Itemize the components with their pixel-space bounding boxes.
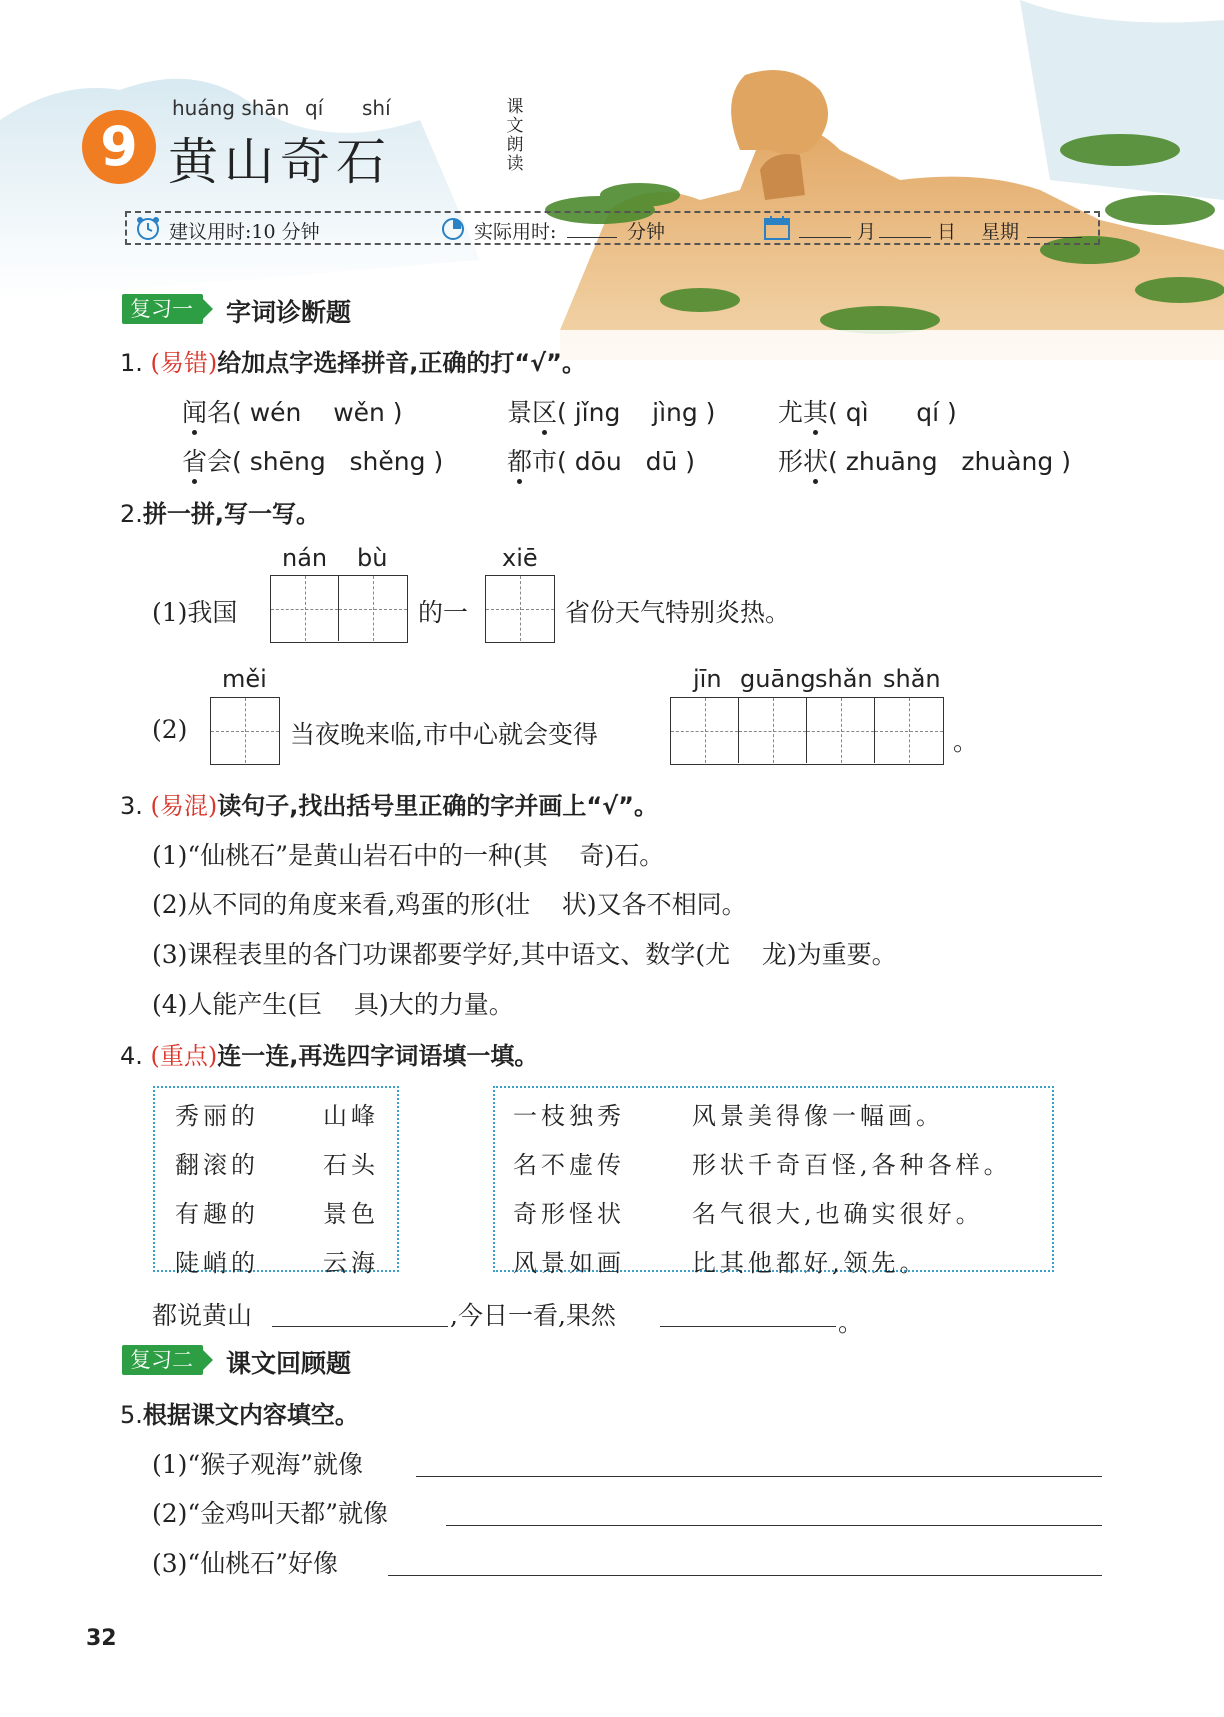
q4-left-word-3[interactable]: 有趣的 bbox=[175, 1200, 259, 1228]
q4-fill-blank-1[interactable] bbox=[272, 1326, 448, 1327]
timer-icon bbox=[440, 215, 466, 246]
title-pinyin-2: qí bbox=[305, 96, 324, 120]
section1-tag: 复习一 bbox=[122, 294, 203, 324]
q5-answer-line-1[interactable] bbox=[416, 1476, 1102, 1477]
q2-s1-pinyin-2: bù bbox=[357, 544, 388, 572]
q2-header: 2.拼一拼,写一写。 bbox=[120, 500, 321, 528]
q4-meaning-2[interactable]: 形状千奇百怪,各种各样。 bbox=[692, 1151, 1012, 1179]
q1-item-5: 都市( dōu dū ) bbox=[507, 447, 695, 476]
q4-right-word-1[interactable]: 山峰 bbox=[323, 1102, 379, 1130]
q1-header: 1. (易错)给加点字选择拼音,正确的打“√”。 bbox=[120, 349, 586, 377]
q4-left-word-1[interactable]: 秀丽的 bbox=[175, 1102, 259, 1130]
q2-s1-after: 省份天气特别炎热。 bbox=[565, 598, 791, 627]
q2-s2-pinyin-4: shǎn bbox=[815, 665, 873, 693]
q4-right-word-2[interactable]: 石头 bbox=[323, 1151, 379, 1179]
q4-header: 4. (重点)连一连,再选四字词语填一填。 bbox=[120, 1042, 539, 1070]
q1-item-2: 景区( jǐng jìng ) bbox=[507, 398, 716, 427]
q2-s1-middle: 的一 bbox=[418, 598, 469, 627]
q2-s2-pinyin-5: shǎn bbox=[883, 665, 941, 693]
title-pinyin-1: huáng shān bbox=[172, 96, 290, 120]
q5-line-1: (1)“猴子观海”就像 bbox=[152, 1450, 363, 1479]
q4-matching-box-right bbox=[493, 1086, 1054, 1277]
day-field[interactable] bbox=[879, 217, 931, 239]
q2-s2-pinyin-2: jīn bbox=[693, 665, 722, 693]
q4-matching-box-left bbox=[153, 1086, 399, 1277]
q2-s2-pinyin-3: guāng bbox=[740, 665, 816, 693]
title-pinyin-3: shí bbox=[362, 96, 391, 120]
q3-line-1: (1)“仙桃石”是黄山岩石中的一种(其 奇)石。 bbox=[152, 841, 665, 870]
text-reading-link[interactable]: 课文朗读 bbox=[506, 97, 524, 174]
q3-tag: (易混) bbox=[150, 792, 218, 820]
q4-right-word-3[interactable]: 景色 bbox=[323, 1200, 379, 1228]
calendar-icon bbox=[763, 215, 791, 246]
q5-answer-line-3[interactable] bbox=[388, 1575, 1102, 1576]
q4-idiom-4[interactable]: 风景如画 bbox=[513, 1249, 625, 1277]
q4-left-word-4[interactable]: 陡峭的 bbox=[175, 1249, 259, 1277]
q3-line-4: (4)人能产生(巨 具)大的力量。 bbox=[152, 990, 514, 1019]
suggested-time: 建议用时:10 分钟 bbox=[169, 221, 320, 243]
q3-line-3: (3)课程表里的各门功课都要学好,其中语文、数学(尤 龙)为重要。 bbox=[152, 940, 897, 969]
q4-fill-after: 。 bbox=[838, 1308, 864, 1337]
q2-s1-writing-grid-2[interactable] bbox=[485, 575, 555, 643]
q4-meaning-3[interactable]: 名气很大,也确实很好。 bbox=[692, 1200, 984, 1228]
q4-fill-middle: ,今日一看,果然 bbox=[450, 1301, 616, 1330]
alarm-clock-icon bbox=[135, 215, 161, 246]
q5-line-3: (3)“仙桃石”好像 bbox=[152, 1549, 338, 1578]
q4-meaning-4[interactable]: 比其他都好,领先。 bbox=[692, 1249, 928, 1277]
q4-left-word-2[interactable]: 翻滚的 bbox=[175, 1151, 259, 1179]
q1-tag: (易错) bbox=[150, 349, 218, 377]
q4-idiom-3[interactable]: 奇形怪状 bbox=[513, 1200, 625, 1228]
section2-title: 课文回顾题 bbox=[226, 1349, 352, 1378]
q4-idiom-2[interactable]: 名不虚传 bbox=[513, 1151, 625, 1179]
weekday-label: 星期 bbox=[981, 221, 1020, 243]
q2-s2-pinyin-1: měi bbox=[222, 665, 267, 693]
q4-right-word-4[interactable]: 云海 bbox=[323, 1249, 379, 1277]
q1-item-6: 形状( zhuāng zhuàng ) bbox=[778, 447, 1071, 476]
minutes-unit: 分钟 bbox=[627, 221, 666, 243]
page-number: 32 bbox=[86, 1626, 117, 1651]
month-field[interactable] bbox=[799, 217, 851, 239]
lesson-number-badge: 9 bbox=[82, 110, 156, 184]
time-record-bar bbox=[125, 211, 1100, 245]
q1-item-4: 省会( shēng shěng ) bbox=[182, 447, 444, 476]
month-label: 月 bbox=[857, 221, 877, 243]
q1-item-1: 闻名( wén wěn ) bbox=[182, 398, 403, 427]
q5-answer-line-2[interactable] bbox=[446, 1525, 1102, 1526]
q1-item-3: 尤其( qì qí ) bbox=[778, 398, 957, 427]
q4-fill-before: 都说黄山 bbox=[152, 1301, 253, 1330]
q2-s2-writing-grid-1[interactable] bbox=[210, 697, 280, 765]
q4-tag: (重点) bbox=[150, 1042, 218, 1070]
q5-line-2: (2)“金鸡叫天都”就像 bbox=[152, 1499, 388, 1528]
q4-idiom-1[interactable]: 一枝独秀 bbox=[513, 1102, 625, 1130]
weekday-field[interactable] bbox=[1027, 217, 1082, 239]
q3-header: 3. (易混)读句子,找出括号里正确的字并画上“√”。 bbox=[120, 792, 658, 820]
lesson-title: 黄山奇石 bbox=[168, 133, 392, 191]
q2-s2-after: 。 bbox=[953, 727, 979, 756]
day-label: 日 bbox=[937, 221, 957, 243]
q2-s1-label: (1)我国 bbox=[152, 598, 238, 627]
q2-s1-writing-grid-1[interactable] bbox=[270, 575, 408, 643]
q2-s1-pinyin-1: nán bbox=[282, 544, 328, 572]
q2-s2-middle: 当夜晚来临,市中心就会变得 bbox=[290, 720, 598, 749]
q2-s2-label: (2) bbox=[152, 715, 188, 744]
q2-s1-pinyin-3: xiē bbox=[502, 544, 538, 572]
section2-tag: 复习二 bbox=[122, 1345, 203, 1375]
actual-time-label: 实际用时: bbox=[474, 221, 557, 243]
q2-s2-writing-grid-2[interactable] bbox=[670, 697, 944, 765]
q4-fill-blank-2[interactable] bbox=[660, 1326, 836, 1327]
q5-header: 5.根据课文内容填空。 bbox=[120, 1401, 359, 1429]
section1-title: 字词诊断题 bbox=[226, 298, 352, 327]
q3-line-2: (2)从不同的角度来看,鸡蛋的形(壮 状)又各不相同。 bbox=[152, 890, 747, 919]
q4-meaning-1[interactable]: 风景美得像一幅画。 bbox=[692, 1102, 944, 1130]
actual-time-field[interactable] bbox=[567, 217, 617, 239]
